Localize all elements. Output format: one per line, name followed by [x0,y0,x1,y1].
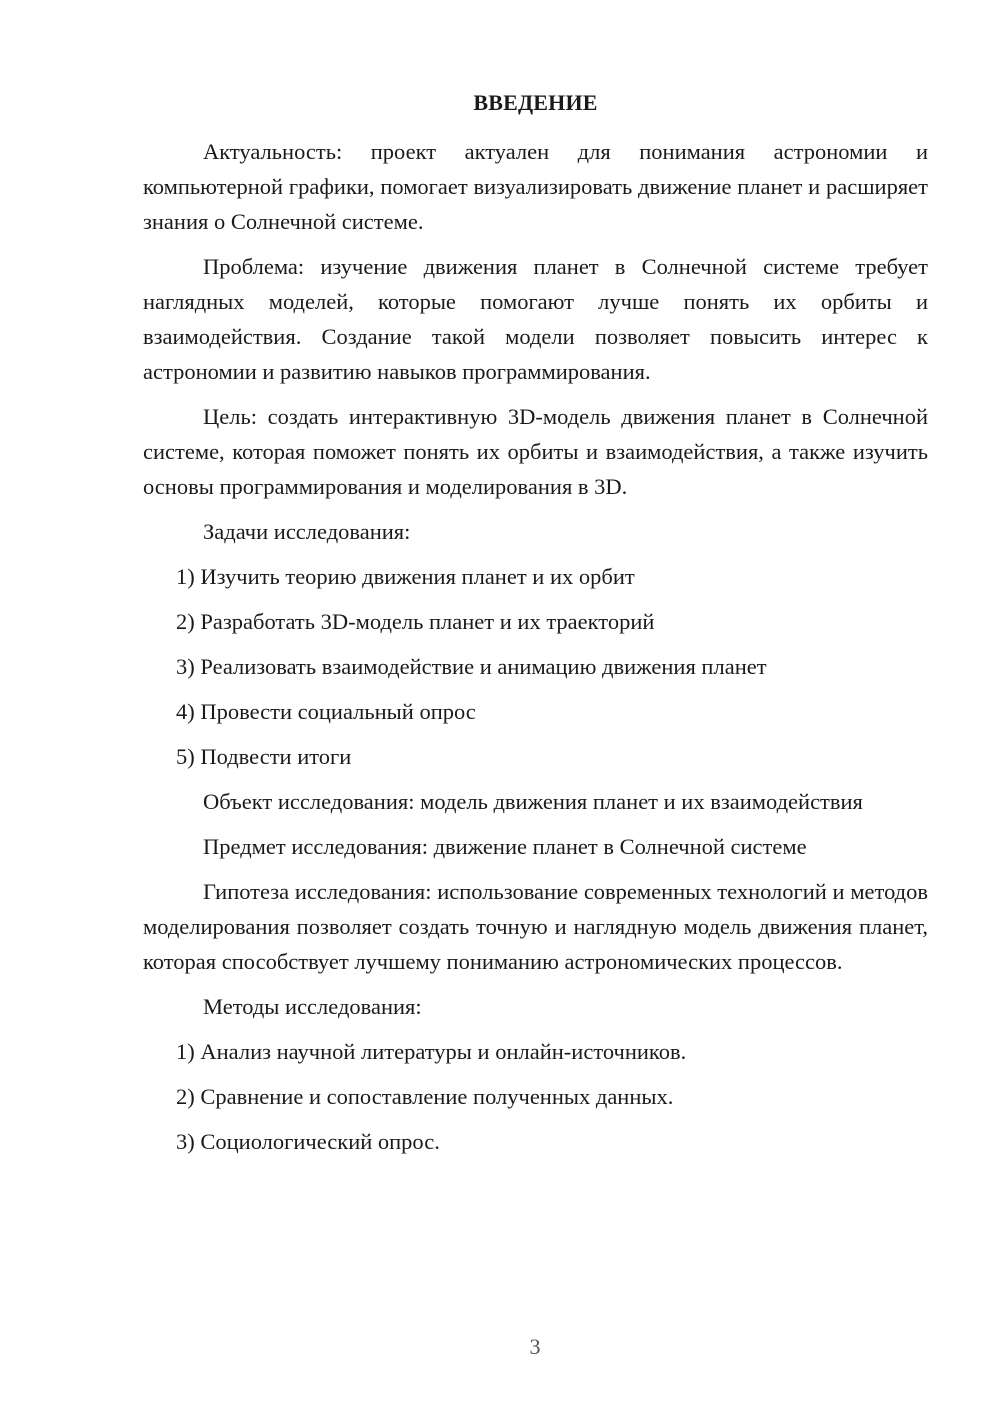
methods-heading: Методы исследования: [203,994,422,1019]
task-item: 3) Реализовать взаимодействие и анимацию движения планет [176,654,767,679]
research-subject: Предмет исследования: движение планет в Солнечной системе [203,834,807,859]
methods-list [143,1034,928,1159]
hypothesis-paragraph: Гипотеза исследования: использование современных технологий и методов моделирования позволяет создать точную и наглядную модель движения планет, которая способствует лучшему пониманию астрономических процессов. [143,879,928,974]
tasks-list [143,559,928,774]
goal-paragraph: Цель: создать интерактивную 3D-модель движения планет в Солнечной системе, которая поможет понять их орбиты и взаимодействия, а также изучить основы программирования и моделирования в 3D. [143,404,928,499]
research-object: Объект исследования: модель движения планет и их взаимодействия [203,789,863,814]
tasks-heading: Задачи исследования: [203,519,411,544]
task-item: 5) Подвести итоги [176,744,352,769]
document-page [143,90,928,1169]
method-item: 3) Социологический опрос. [176,1129,440,1154]
document-title: ВВЕДЕНИЕ [473,90,598,115]
task-item: 2) Разработать 3D-модель планет и их траекторий [176,609,655,634]
task-item: 4) Провести социальный опрос [176,699,476,724]
page-number: 3 [529,1334,541,1359]
method-item: 2) Сравнение и сопоставление полученных данных. [176,1084,674,1109]
relevance-paragraph: Актуальность: проект актуален для понимания астрономии и компьютерной графики, помогает визуализировать движение планет и расширяет знания о Солнечной системе. [143,139,928,234]
method-item: 1) Анализ научной литературы и онлайн-источников. [176,1039,687,1064]
task-item: 1) Изучить теорию движения планет и их орбит [176,564,635,589]
problem-paragraph: Проблема: изучение движения планет в Солнечной системе требует наглядных моделей, которые помогают лучше понять их орбиты и взаимодействия. Создание такой модели позволяет повысить интерес к астрономии и развитию навыков программирования. [143,254,928,384]
